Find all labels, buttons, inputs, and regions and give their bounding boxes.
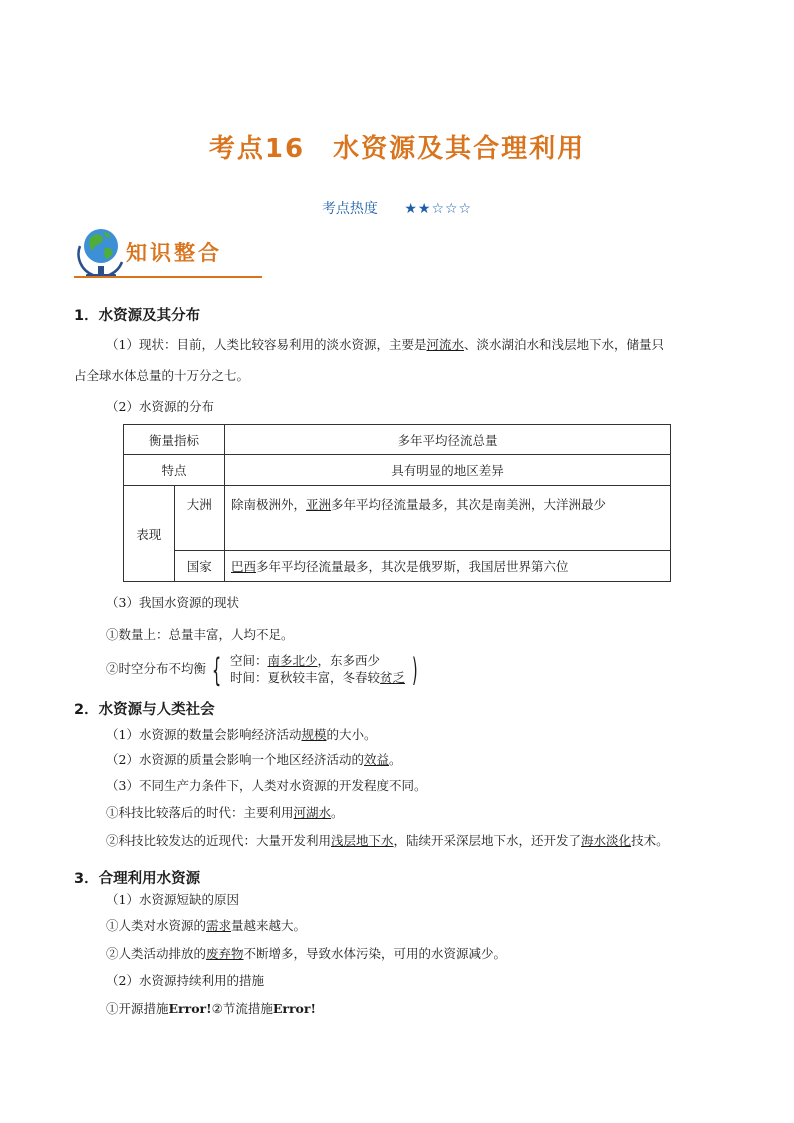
section-heading-2: 2．水资源与人类社会 (74, 702, 215, 718)
space-distribution: 空间：南多北少，东多西少 (230, 653, 381, 668)
table-cell: 具有明显的地区差异 (225, 455, 671, 486)
paragraph: ①科技比较落后的时代：主要利用河湖水。 (106, 805, 344, 820)
paragraph: ①人类对水资源的需求量越来越大。 (106, 918, 307, 933)
paragraph: ②人类活动排放的废弃物不断增多，导致水体污染，可用的水资源减少。 (106, 946, 507, 961)
paragraph: ①数量上：总量丰富，人均不足。 (106, 627, 294, 642)
right-brace: ) (412, 651, 418, 689)
table-cell: 多年平均径流总量 (225, 425, 671, 455)
paragraph: （1）水资源的数量会影响经济活动规模的大小。 (106, 727, 377, 742)
table-cell: 表现 (124, 486, 175, 582)
paragraph: （2）水资源的质量会影响一个地区经济活动的效益。 (106, 752, 402, 767)
paragraph: 占全球水体总量的十万分之七。 (74, 368, 250, 383)
paragraph: （3）不同生产力条件下，人类对水资源的开发程度不同。 (106, 778, 427, 793)
banner-underline (74, 276, 262, 278)
paragraph: ②科技比较发达的近现代：大量开发利用浅层地下水，陆续开采深层地下水，还开发了海水淡化技术。 (106, 833, 669, 848)
table-cell: 衡量指标 (124, 425, 225, 455)
paragraph: （1）现状：目前，人类比较容易利用的淡水资源，主要是河流水、淡水湖泊水和浅层地下水，储量只 (106, 337, 664, 352)
section-heading-3: 3．合理利用水资源 (74, 871, 201, 887)
paragraph: （3）我国水资源的现状 (106, 595, 239, 610)
table-cell: 除南极洲外，亚洲多年平均径流量最多，其次是南美洲，大洋洲最少 (225, 486, 671, 551)
time-distribution: 时间：夏秋较丰富，冬春较贫乏 (230, 670, 406, 685)
section-banner-title: 知识整合 (126, 241, 222, 265)
table-cell: 巴西多年平均径流量最多，其次是俄罗斯，我国居世界第六位 (225, 551, 671, 582)
heat-label: 考点热度 (321, 201, 378, 217)
heat-rating (0, 198, 794, 218)
paragraph: ①开源措施Error!②节流措施Error! (106, 1001, 316, 1016)
table-cell: 大洲 (174, 486, 225, 551)
paragraph: （2）水资源持续利用的措施 (106, 973, 264, 988)
distribution-table (123, 424, 671, 582)
table-cell: 国家 (174, 551, 225, 582)
paragraph: ②时空分布不均衡 (106, 661, 207, 676)
left-brace: { (212, 651, 222, 689)
page-title: 考点16 水资源及其合理利用 (208, 134, 586, 164)
paragraph: （1）水资源短缺的原因 (106, 892, 239, 907)
paragraph: （2）水资源的分布 (106, 399, 214, 414)
star-rating: ★★☆☆☆ (404, 201, 473, 217)
section-heading-1: 1．水资源及其分布 (74, 308, 201, 324)
table-cell: 特点 (124, 455, 225, 486)
